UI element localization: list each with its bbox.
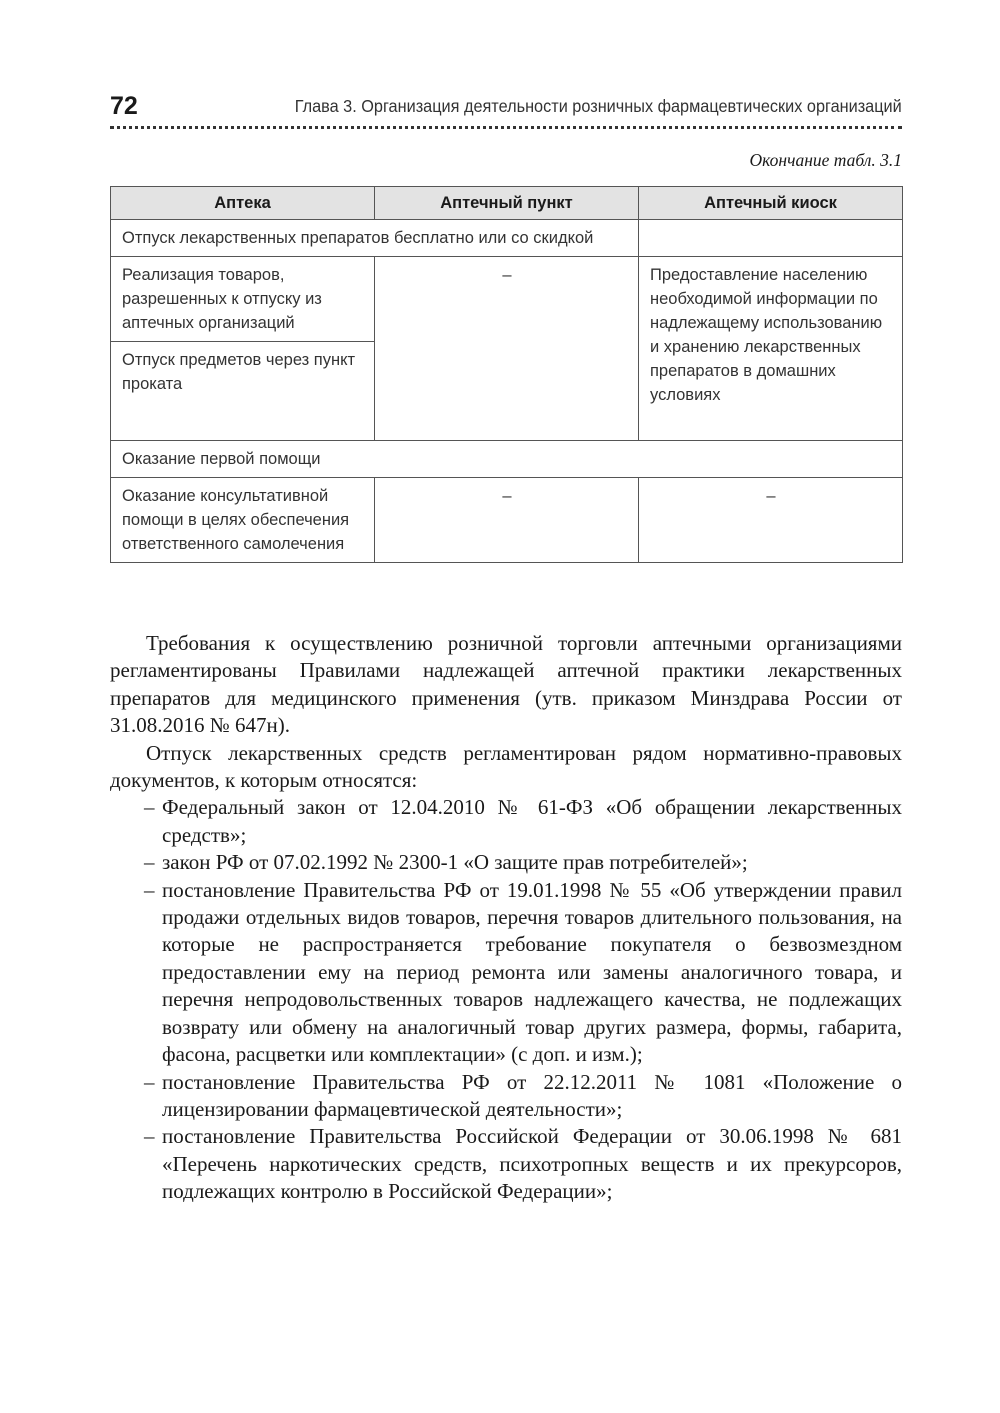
chapter-title: Глава 3. Организация деятельности розничных фармацевтических организаций	[294, 96, 902, 116]
table-caption: Окончание табл. 3.1	[749, 150, 902, 170]
table-header-row	[111, 187, 903, 220]
header-dotted-rule	[110, 126, 902, 129]
list-item: – постановление Правительства Российской Федерации от 30.06.1998 № 681 «Перечень наркотических средств, психотропных веществ и их прекурсоров, подлежащих контролю в Российской Федерации»;	[162, 1123, 902, 1205]
table-cell: Отпуск предметов через пункт проката	[111, 342, 375, 441]
table-cell: –	[639, 478, 903, 563]
table-row	[111, 441, 903, 478]
table-cell	[639, 220, 903, 257]
list-item: – Федеральный закон от 12.04.2010 № 61-ФЗ «Об обращении лекарственных средств»;	[162, 794, 902, 849]
table-cell: –	[375, 257, 639, 441]
table-cell: Оказание первой помощи	[111, 441, 903, 478]
table-row	[111, 220, 903, 257]
list-item: – постановление Правительства РФ от 19.01.1998 № 55 «Об утверждении правил продажи отдельных видов товаров, перечня товаров длительного пользования, на которые не распространяется требование покупателя о безвозмездном предоставлении ему на период ремонта или замены аналогичного товара, и перечня непродовольственных товаров надлежащего качества, не подлежащих возврату или обмену на аналогичный товар других размера, формы, габарита, фасона, расцветки или комплектации» (с доп. и изм.);	[162, 877, 902, 1069]
paragraph: Требования к осуществлению розничной торговли аптечными организациями регламентированы Правилами надлежащей аптечной практики лекарственных препаратов для медицинского применения (утв. приказом Минздрава России от 31.08.2016 № 647н).	[110, 631, 902, 738]
table-cell: Отпуск лекарственных препаратов бесплатно или со скидкой	[111, 220, 639, 257]
header-pharmacy: Аптека	[111, 187, 375, 220]
table-cell: Оказание консультативной помощи в целях обеспечения ответственного самолечения	[111, 478, 375, 563]
table-cell: Реализация товаров, разрешенных к отпуску из аптечных организаций	[111, 257, 375, 342]
header-pharmacy-point: Аптечный пункт	[375, 187, 639, 220]
page-number: 72	[110, 92, 138, 120]
list-item: – закон РФ от 07.02.1992 № 2300-1 «О защите прав потребителей»;	[162, 849, 902, 876]
paragraph: Отпуск лекарственных средств регламентирован рядом нормативно-правовых документов, к которым относятся:	[110, 740, 902, 793]
header-pharmacy-kiosk: Аптечный киоск	[639, 187, 903, 220]
list-item: – постановление Правительства РФ от 22.12.2011 № 1081 «Положение о лицензировании фармацевтической деятельности»;	[162, 1069, 902, 1124]
body-text	[110, 630, 902, 1206]
running-header	[110, 88, 902, 124]
table-cell: Предоставление населению необходимой информации по надлежащему использованию и хранению лекарственных препаратов в домашних условиях	[639, 257, 903, 441]
regulations-list	[110, 794, 902, 1205]
table-row	[111, 257, 903, 342]
pharmacy-functions-table	[110, 186, 903, 563]
table-cell: –	[375, 478, 639, 563]
table-row	[111, 478, 903, 563]
